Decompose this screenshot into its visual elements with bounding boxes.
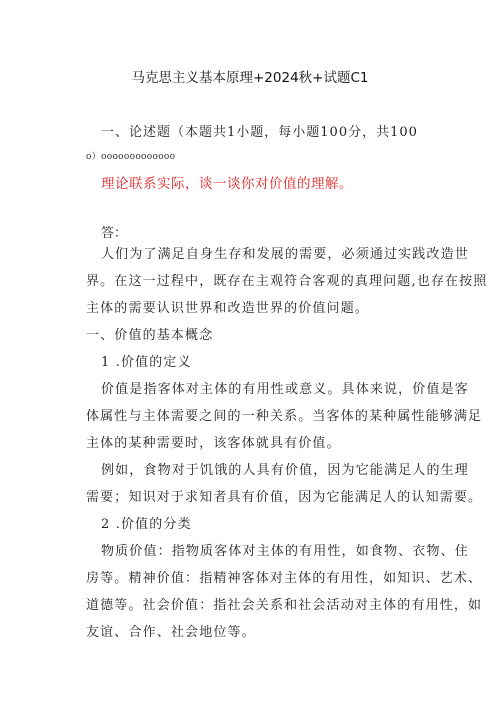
body-line: 物质价值：指物质客体对主体的有用性，如食物、衣物、住 [101, 544, 469, 559]
subheading: 一、价值的基本概念 [86, 328, 214, 343]
body-line: 主体的需要认识世界和改造世界的价值问题。 [86, 301, 370, 316]
section-heading: 一、论述题（本题共1小题，每小题100分，共100 [101, 125, 418, 140]
answer-label: 答： [101, 226, 128, 241]
body-line: 人们为了满足自身生存和发展的需要，必须通过实践改造世 [101, 247, 469, 262]
body-line: 例如，食物对于饥饿的人具有价值，因为它能满足人的生理 [101, 463, 469, 478]
subheading: 2 .价值的分类 [101, 517, 192, 532]
body-line: 体属性与主体需要之间的一种关系。当客体的某种属性能够满足 [86, 409, 483, 424]
body-line: 主体的某种需要时，该客体就具有价值。 [86, 436, 341, 451]
essay-question: 理论联系实际，谈一谈你对价值的理解。 [101, 176, 353, 192]
body-line: 道德等。社会价值：指社会关系和社会活动对主体的有用性，如 [86, 598, 483, 613]
document-title: 马克思主义基本原理+2024秋+试题C1 [131, 70, 369, 86]
body-line: 需要；知识对于求知者具有价值，因为它能满足人的认知需要。 [86, 490, 483, 505]
body-line: 房等。精神价值：指精神客体对主体的有用性，如知识、艺术、 [86, 571, 483, 586]
body-line: 价值是指客体对主体的有用性或意义。具体来说，价值是客 [101, 382, 469, 397]
body-line: 界。在这一过程中，既存在主观符合客观的真理问题,也存在按照 [86, 274, 488, 289]
body-line: 友谊、合作、社会地位等。 [86, 625, 256, 640]
subheading: 1 .价值的定义 [101, 355, 192, 370]
section-heading-tail: o）ooooooooooooo [86, 152, 176, 162]
